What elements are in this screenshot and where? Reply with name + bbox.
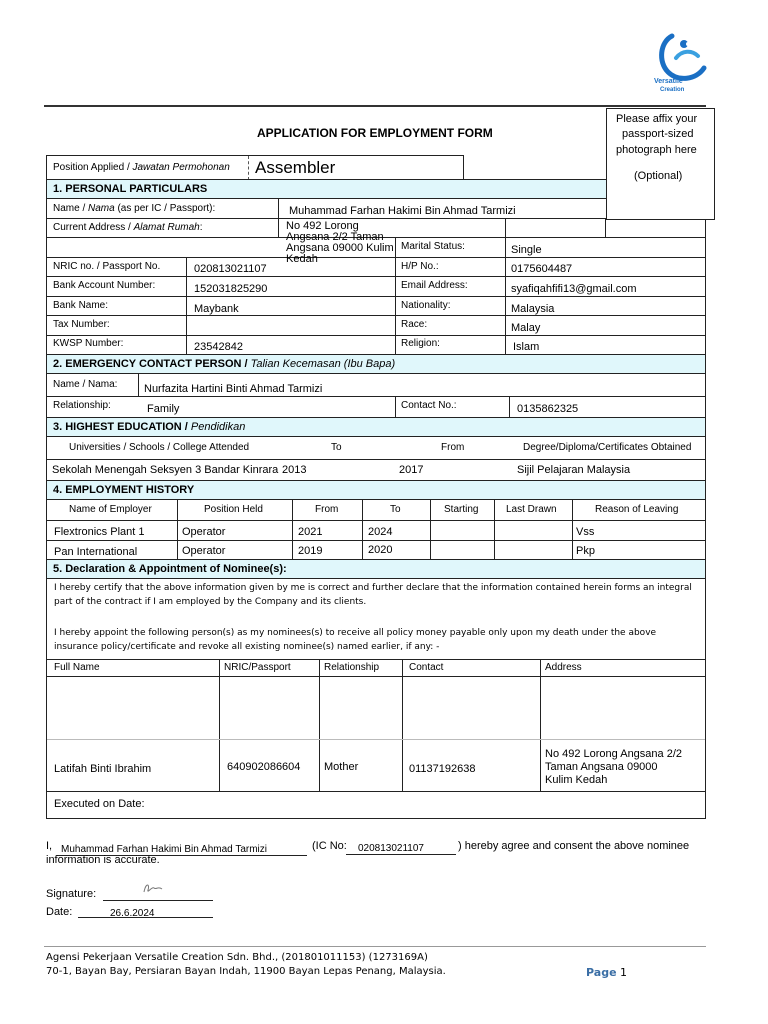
consent-ic-value[interactable]: 020813021107	[358, 843, 424, 854]
date-value[interactable]: 26.6.2024	[110, 908, 155, 919]
photo-placeholder-box	[606, 108, 715, 220]
col-line	[572, 500, 573, 559]
education-table	[46, 437, 706, 481]
col-line	[402, 659, 403, 791]
top-divider	[44, 105, 706, 107]
employment-header-starting: Starting	[444, 504, 479, 515]
nominee-nric-value[interactable]: 640902086604	[227, 761, 301, 773]
section-personal-header: 1. PERSONAL PARTICULARS	[46, 179, 608, 199]
hp-value[interactable]: 0175604487	[511, 263, 573, 275]
date-label: Date:	[46, 906, 73, 918]
employment-row2-position[interactable]: Operator	[182, 545, 226, 557]
religion-label: Religion:	[401, 338, 440, 349]
bank-account-value[interactable]: 152031825290	[194, 283, 268, 295]
education-header-to: To	[331, 442, 342, 453]
position-divider	[248, 156, 249, 180]
footer-line1: Agensi Pekerjaan Versatile Creation Sdn. Bhd., (201801011153) (1273169A)	[46, 952, 428, 963]
nominee-header-contact: Contact	[409, 662, 444, 673]
address-value[interactable]: No 492 Lorong Angsana 2/2 Taman Angsana 09000 Kulim Kedah	[286, 220, 394, 265]
consent-suffix: ) hereby agree and consent the above nominee	[458, 840, 690, 852]
declaration-box	[46, 579, 706, 819]
page-label: Page	[586, 966, 617, 979]
row-line	[47, 791, 705, 792]
nominee-relationship-value[interactable]: Mother	[324, 761, 359, 773]
employment-table	[46, 500, 706, 560]
col-line	[219, 659, 220, 791]
footer-divider	[44, 946, 706, 947]
nominee-header-relationship: Relationship	[324, 662, 380, 673]
declaration-para2-line2: insurance policy/certificate and revoke all existing nominee(s) named earlier, if any: -	[54, 642, 440, 652]
logo-name-line2: Creation	[660, 87, 685, 93]
signature-scribble-icon[interactable]	[140, 880, 166, 898]
declaration-para1-line1: I hereby certify that the above information given by me is correct and further declare that the information contained herein forms an integral	[54, 583, 692, 593]
contact-value[interactable]: 0135862325	[517, 403, 579, 415]
education-header-school: Universities / Schools / College Attended	[69, 442, 250, 453]
position-applied-row	[46, 155, 464, 180]
col-line	[186, 257, 187, 354]
consent-prefix: I,	[46, 840, 53, 852]
position-label: Position Applied / Jawatan Permohonan	[53, 162, 230, 173]
emergency-name-value[interactable]: Nurfazita Hartini Binti Ahmad Tarmizi	[144, 383, 323, 395]
row-line	[47, 676, 705, 677]
col-line	[540, 659, 541, 791]
nominee-header-name: Full Name	[54, 662, 100, 673]
col-line	[138, 374, 139, 396]
email-value[interactable]: syafiqahfifi13@gmail.com	[511, 283, 637, 295]
education-to-value[interactable]: 2013	[282, 464, 307, 476]
address-label: Current Address / Alamat Rumah:	[53, 222, 203, 233]
consent-ic-underline	[346, 854, 456, 855]
religion-value[interactable]: Islam	[513, 341, 540, 353]
col-line	[430, 500, 431, 559]
photo-box-line3: photograph here	[616, 144, 697, 156]
name-label: Name / Nama (as per IC / Passport):	[53, 203, 216, 214]
employment-header-position: Position Held	[204, 504, 263, 515]
col-line	[292, 500, 293, 559]
name-value[interactable]: Muhammad Farhan Hakimi Bin Ahmad Tarmizi	[289, 205, 516, 217]
page-number	[586, 966, 627, 979]
row-line	[47, 540, 705, 541]
nominee-header-nric: NRIC/Passport	[224, 662, 291, 673]
row-line	[47, 335, 705, 336]
col-line	[362, 500, 363, 559]
employment-row1-from[interactable]: 2021	[298, 526, 323, 538]
kwsp-label: KWSP Number:	[53, 338, 124, 349]
emergency-grid	[46, 374, 706, 418]
employment-row1-to[interactable]: 2024	[368, 526, 393, 538]
nric-value[interactable]: 020813021107	[194, 263, 267, 275]
consent-ic-label: (IC No:	[312, 840, 347, 852]
footer-line2: 70-1, Bayan Bay, Persiaran Bayan Indah, 11900 Bayan Lepas Penang, Malaysia.	[46, 966, 446, 977]
emergency-name-label: Name / Nama:	[53, 379, 118, 390]
bank-name-label: Bank Name:	[53, 300, 109, 311]
photo-box-line1: Please affix your	[616, 113, 698, 125]
date-underline	[78, 917, 213, 918]
nationality-value[interactable]: Malaysia	[511, 303, 555, 315]
relationship-value[interactable]: Family	[147, 403, 180, 415]
nominee-address-value[interactable]: No 492 Lorong Angsana 2/2 Taman Angsana 09000 Kulim Kedah	[545, 748, 683, 786]
race-label: Race:	[401, 319, 428, 330]
employment-row1-position[interactable]: Operator	[182, 526, 226, 538]
row-line	[47, 315, 705, 316]
photo-box-line4: (Optional)	[634, 170, 683, 182]
consent-line2: information is accurate.	[46, 854, 160, 866]
row-line	[47, 739, 705, 740]
col-line	[395, 237, 396, 354]
employment-header-from: From	[315, 504, 339, 515]
employment-row1-employer[interactable]: Flextronics Plant 1	[54, 526, 145, 538]
row-line	[47, 296, 705, 297]
consent-name[interactable]: Muhammad Farhan Hakimi Bin Ahmad Tarmizi	[61, 844, 268, 855]
employment-row2-reason[interactable]: Pkp	[576, 545, 595, 557]
employment-header-employer: Name of Employer	[69, 504, 152, 515]
personal-grid	[46, 199, 706, 355]
contact-label: Contact No.:	[401, 400, 457, 411]
signature-label: Signature:	[46, 888, 97, 900]
col-line	[319, 659, 320, 791]
page-number-value: 1	[620, 966, 628, 979]
employment-row2-employer[interactable]: Pan International	[54, 546, 138, 558]
declaration-para1-line2: part of the contract if I am employed by the Company and its clients.	[54, 597, 367, 607]
signature-underline	[103, 900, 213, 901]
executed-on-label: Executed on Date:	[54, 798, 145, 810]
race-value[interactable]: Malay	[511, 322, 541, 334]
section-declaration-header: 5. Declaration & Appointment of Nominee(s):	[46, 559, 706, 579]
employment-header-reason: Reason of Leaving	[595, 504, 679, 515]
col-line	[278, 218, 279, 237]
section-emergency-header: 2. EMERGENCY CONTACT PERSON / Talian Kecemasan (Ibu Bapa)	[46, 354, 706, 374]
education-header-degree: Degree/Diploma/Certificates Obtained	[523, 442, 692, 453]
bank-name-value[interactable]: Maybank	[194, 303, 239, 315]
logo-name-line1: Versatile	[654, 78, 683, 85]
marital-value[interactable]: Single	[511, 244, 542, 256]
col-line	[505, 218, 506, 354]
row-line	[47, 396, 705, 397]
col-line	[395, 396, 396, 417]
col-line	[605, 218, 606, 237]
tax-label: Tax Number:	[53, 319, 110, 330]
email-label: Email Address:	[401, 280, 468, 291]
col-line	[177, 500, 178, 559]
education-degree-value[interactable]: Sijil Pelajaran Malaysia	[517, 464, 631, 476]
employment-header-last-drawn: Last Drawn	[506, 504, 557, 515]
company-logo	[652, 28, 712, 98]
nric-label: NRIC no. / Passport No.	[53, 261, 161, 272]
row-line	[47, 520, 705, 521]
marital-label: Marital Status:	[401, 241, 465, 252]
nominee-header-address: Address	[545, 662, 582, 673]
declaration-para2-line1: I hereby appoint the following person(s) as my nominees(s) to receive all policy money payable only upon my death under the above	[54, 628, 657, 638]
education-from-value[interactable]: 2017	[399, 464, 424, 476]
bank-account-label: Bank Account Number:	[53, 280, 156, 291]
col-line	[278, 199, 279, 218]
education-header-from: From	[441, 442, 465, 453]
nominee-contact-value[interactable]: 01137192638	[409, 763, 476, 775]
hp-label: H/P No.:	[401, 261, 439, 272]
employment-header-to: To	[390, 504, 401, 515]
employment-row2-from[interactable]: 2019	[298, 545, 323, 557]
kwsp-value[interactable]: 23542842	[194, 341, 243, 353]
employment-row1-reason[interactable]: Vss	[576, 526, 595, 538]
nominee-name-value[interactable]: Latifah Binti Ibrahim	[54, 763, 152, 775]
section-education-header: 3. HIGHEST EDUCATION / Pendidikan	[46, 417, 706, 437]
row-line	[47, 276, 705, 277]
section-employment-header: 4. EMPLOYMENT HISTORY	[46, 480, 706, 500]
col-line	[509, 396, 510, 417]
education-school-value[interactable]: Sekolah Menengah Seksyen 3 Bandar Kinrara	[52, 464, 279, 476]
col-line	[494, 500, 495, 559]
photo-box-line2: passport-sized	[622, 128, 694, 140]
nationality-label: Nationality:	[401, 300, 451, 311]
form-title: APPLICATION FOR EMPLOYMENT FORM	[257, 126, 493, 140]
employment-row2-to[interactable]: 2020	[368, 544, 393, 556]
row-line	[47, 659, 705, 660]
position-value[interactable]: Assembler	[255, 158, 336, 177]
relationship-label: Relationship:	[53, 400, 111, 411]
row-line	[47, 459, 705, 460]
